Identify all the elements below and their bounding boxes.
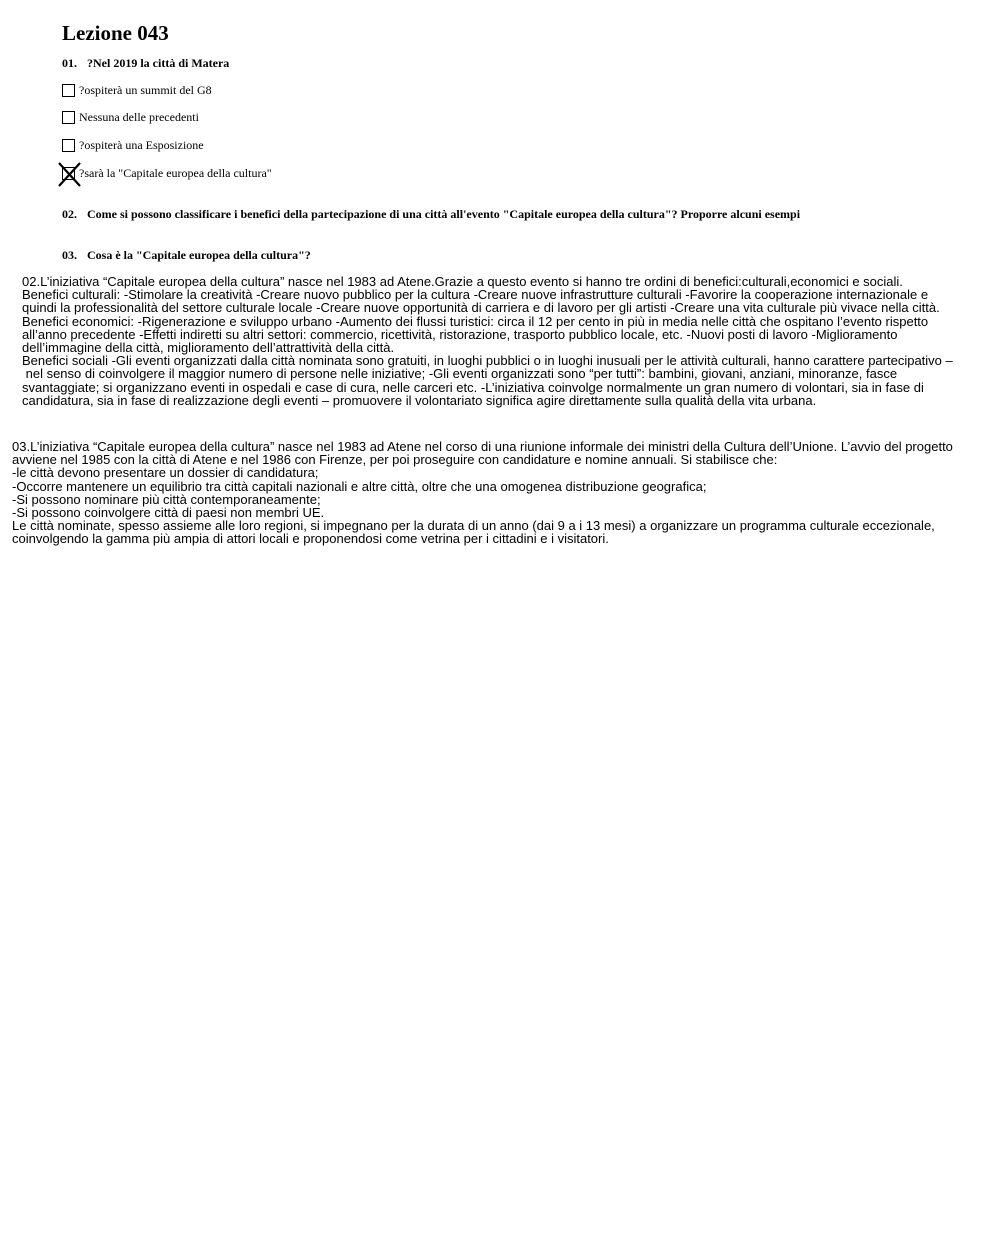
answer-line: Benefici economici: -Rigenerazione e sviluppo urbano -Aumento dei flussi turistici: circa il 12 per cento in più in media nelle città che ospitano l’evento rispetto bbox=[22, 313, 929, 329]
answer-line: nel senso di coinvolgere il maggior numero di persone nelle iniziative; -Gli eventi organizzati sono “per tutti”: bambini, giovani, anziani, minoranze, fasce bbox=[22, 366, 898, 382]
answer-option-2[interactable] bbox=[62, 109, 199, 125]
question-text: ?Nel 2019 la città di Matera bbox=[87, 56, 230, 70]
option-label: ?ospiterà un summit del G8 bbox=[79, 82, 212, 97]
answer-line: Le città nominate, spesso assieme alle loro regioni, si impegnano per la durata di un anno (dai 9 a i 13 mesi) a organizzare un programma culturale eccezionale, bbox=[12, 518, 935, 534]
answer-02-block bbox=[22, 275, 953, 407]
question-number: 02. bbox=[62, 207, 77, 221]
answer-line: -Si possono coinvolgere città di paesi non membri UE. bbox=[12, 505, 325, 521]
answer-line: all’anno precedente -Effetti indiretti su altri settori: commercio, ricettività, ristorazione, trasporto pubblico locale, etc. -Nuovi posti di lavoro -Miglioramento bbox=[22, 326, 898, 342]
question-number: 03. bbox=[62, 248, 77, 262]
x-mark-icon bbox=[57, 161, 82, 188]
answer-line: Benefici culturali: -Stimolare la creatività -Creare nuovo pubblico per la cultura -Creare nuove infrastrutture culturali -Favorire la cooperazione internazionale e bbox=[22, 287, 929, 303]
answer-line: avviene nel 1985 con la città di Atene e nel 1986 con Firenze, per poi proseguire con candidature e nomine annuali. Si stabilisce che: bbox=[12, 452, 778, 468]
answer-line: -Si possono nominare più città contemporaneamente; bbox=[12, 491, 321, 507]
question-03 bbox=[62, 248, 311, 263]
answer-03-block bbox=[12, 440, 953, 546]
answer-line: Benefici sociali -Gli eventi organizzati dalla città nominata sono gratuiti, in luoghi pubblici o in luoghi inusuali per le attività culturali, hanno carattere partecipativo – bbox=[22, 353, 953, 369]
question-text: Come si possono classificare i benefici della partecipazione di una città all'evento "Capitale europea della cultura"? Proporre alcuni esempi bbox=[87, 207, 801, 221]
checkbox-empty-icon[interactable] bbox=[62, 139, 75, 152]
checkbox-empty-icon[interactable] bbox=[62, 111, 75, 124]
answer-line: quindi la professionalità del settore culturale locale -Creare nuove opportunità di carriera e di lavoro per gli artisti -Creare una vita culturale più vivace nella città. bbox=[22, 300, 940, 316]
question-01 bbox=[62, 56, 229, 71]
option-label: ?sarà la "Capitale europea della cultura" bbox=[79, 165, 272, 180]
answer-line: dell’immagine della città, miglioramento dell’attrattività della città. bbox=[22, 340, 395, 356]
checkbox-checked-icon[interactable] bbox=[62, 167, 75, 180]
question-number: 01. bbox=[62, 56, 77, 70]
answer-line: candidatura, sia in fase di realizzazione degli eventi – promuovere il volontariato significa agire direttamente sulla qualità della vita urbana. bbox=[22, 392, 817, 408]
answer-line: svantaggiate; si organizzano eventi in ospedali e case di cura, nelle carceri etc. -L’iniziativa coinvolge normalmente un gran numero di volontari, sia in fase di bbox=[22, 379, 924, 395]
answer-line: -le città devono presentare un dossier di candidatura; bbox=[12, 465, 319, 481]
lesson-title: Lezione 043 bbox=[62, 21, 169, 45]
option-label: Nessuna delle precedenti bbox=[79, 109, 199, 124]
question-text: Cosa è la "Capitale europea della cultura"? bbox=[87, 248, 311, 262]
answer-line: 02.L’iniziativa “Capitale europea della cultura” nasce nel 1983 ad Atene.Grazie a questo evento si hanno tre ordini di benefici:culturali,economici e sociali. bbox=[22, 274, 903, 289]
answer-option-4[interactable] bbox=[62, 165, 272, 181]
answer-option-1[interactable] bbox=[62, 82, 212, 98]
answer-line: -Occorre mantenere un equilibrio tra città capitali nazionali e altre città, oltre che una omogenea distribuzione geografica; bbox=[12, 478, 707, 494]
option-label: ?ospiterà una Esposizione bbox=[79, 137, 204, 152]
checkbox-empty-icon[interactable] bbox=[62, 84, 75, 97]
answer-line: 03.L’iniziativa “Capitale europea della cultura” nasce nel 1983 ad Atene nel corso di una riunione informale dei ministri della Cultura dell’Unione. L’avvio del progetto bbox=[12, 439, 953, 454]
answer-option-3[interactable] bbox=[62, 137, 204, 153]
question-02 bbox=[62, 207, 800, 222]
answer-line: coinvolgendo la gamma più ampia di attori locali e proponendosi come vetrina per i cittadini e i visitatori. bbox=[12, 531, 609, 547]
